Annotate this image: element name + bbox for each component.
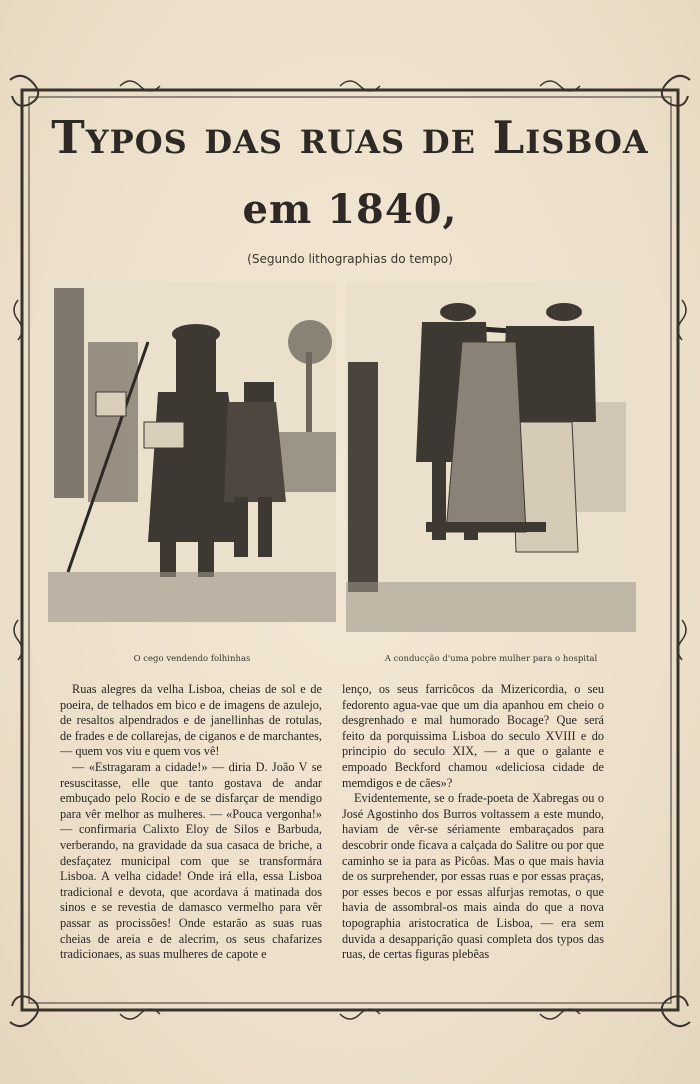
page-title: Typos das ruas de Lisboa: [51, 111, 649, 164]
subtitle: (Segundo lithographias do tempo): [247, 252, 453, 266]
illustration-blind-seller: [48, 282, 336, 622]
paragraph: Evidentemente, se o frade-poeta de Xabregas ou o José Agostinho dos Burros voltassem a este mundo, haviam de vêr-se sériamente embaraçados para descobrir onde ficava a calçada do Salitre ou por que caminho se ia para as Picôas. Mas o que mais havia de os surprehender, por essas ruas e por essas praças, por esses becos e por essas alfurjas remotas, o que havia de assombral-os mais ainda do que a nova topographia aristocratica de Lisboa, — era sem duvida a desapparição quasi completa dos typos das ruas, de certas figuras plebêas: [342, 791, 604, 962]
page-title-year: em 1840,: [242, 186, 458, 233]
text-column-left: [60, 682, 322, 972]
caption-illustration-2: A conducção d'uma pobre mulher para o hospital: [384, 654, 598, 664]
illustration-blind-seller-drawing: [48, 282, 336, 622]
caption-illustration-1: O cego vendendo folhinhas: [133, 654, 251, 664]
paragraph: Ruas alegres da velha Lisboa, cheias de sol e de poeira, de telhados em bico e de imagens de azulejo, de resaltos alpendrados e de janellinhas de rotulas, de frades e de collarejas, de ciganos e de marchantes, — quem vos viu e quem vos vê!: [60, 682, 322, 759]
illustration-hospital-transport: [346, 282, 636, 632]
illustration-hospital-transport-drawing: [346, 282, 636, 632]
paragraph: — «Estragaram a cidade!» — diria D. João V se resuscitasse, elle que tanto gostava de andar embuçado pelo Rocio e de se disfarçar de mendigo para vêr melhor as mulheres. — «Pouca vergonha!» — confirmaria Calixto Eloy de Silos e Barbuda, verberando, na gravidade da sua casaca de briche, a desfaçatez municipal com que se transformára Lisboa. A velha cidade! Onde irá ella, essa Lisboa tradicional e devota, que acordava á matinada dos sinos e se revestia de damasco vermelho para vêr passar as procissões! Onde estarão as suas ruas cheias de areia e de alecrim, os seus chafarizes tradicionaes, as suas mulheres de capote e: [60, 759, 322, 962]
paragraph: lenço, os seus farricôcos da Mizericordia, o seu fedorento agua-vae que um dia apanhou em cheio o desgrenhado e mal humorado Bocage? Que será feito da porquissima Lisboa do seculo XVIII e do principio do seculo XIX, — a que o galante e empoado Beckford chamou «deliciosa cidade de memdigos e de cães»?: [342, 682, 604, 790]
text-column-right: [342, 682, 604, 972]
